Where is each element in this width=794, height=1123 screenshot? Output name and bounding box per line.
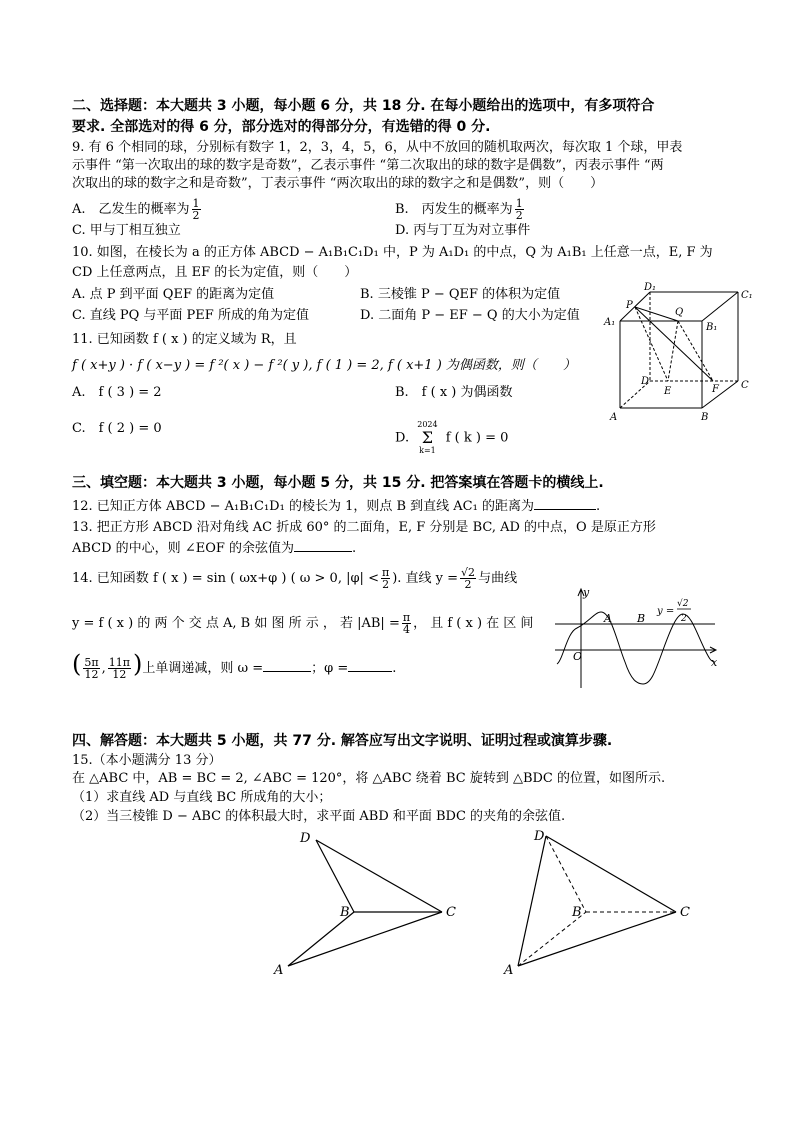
q15-score: 15.（本小题满分 13 分）: [72, 753, 222, 768]
q12-line: [72, 497, 600, 516]
q9-line3: 次取出的球的数字之和是奇数”，丁表示事件 “两次取出的球的数字之和是偶数”，则（ ）: [72, 176, 604, 191]
q9-a-fraction: [192, 198, 201, 221]
q13-line2: [72, 539, 356, 558]
cube-label-d: D: [641, 376, 650, 387]
cube-label-a1: A₁: [604, 317, 616, 328]
q11-d-summation: [417, 420, 437, 456]
q9-option-c: C. 甲与丁相互独立: [72, 223, 181, 238]
tri1-label-c: C: [446, 905, 456, 920]
q14-l3c: ；φ =: [311, 661, 349, 676]
q9-b-frac-num: 1: [515, 197, 523, 210]
q14-l2a: y = f ( x ) 的 两 个 交 点 A, B 如 图 所 示 ， 若 |AB| =: [72, 616, 400, 631]
q9-a-frac-den: 2: [192, 209, 200, 222]
q9-option-d: D. 丙与丁互为对立事件: [395, 223, 531, 238]
q9-option-b-text: B. 丙发生的概率为: [395, 202, 513, 217]
q15-part2: （2）当三棱锥 D − ABC 的体积最大时，求平面 ABD 和平面 BDC 的夹角的余弦值.: [72, 809, 566, 824]
q9-line2: 示事件 “第一次取出的球的数字是奇数”，乙表示事件 “第二次取出的球的数字是偶数”，丙表示事件 “两: [72, 158, 664, 173]
section4-header: 四、解答题：本大题共 5 小题，共 77 分. 解答应写出文字说明、证明过程或演算步骤.: [72, 733, 613, 749]
q9-a-frac-num: 1: [192, 197, 200, 210]
q11-line1: 11. 已知函数 f ( x ) 的定义域为 R，且: [72, 332, 297, 347]
q14-5pi-12: [83, 657, 99, 680]
cube-label-b1: B₁: [706, 322, 718, 333]
q14-phi-blank[interactable]: [348, 659, 392, 672]
wave-label-num: √2: [677, 599, 689, 609]
q12-end: .: [595, 499, 601, 514]
q11-option-c: C. f ( 2 ) = 0: [72, 421, 162, 436]
q14-f4-den: 12: [84, 668, 99, 681]
q10-option-a: A. 点 P 到平面 QEF 的距离为定值: [72, 287, 275, 302]
q14-open-paren: (: [72, 650, 82, 678]
sine-wave-figure: [555, 584, 725, 690]
cube-figure: [598, 278, 762, 426]
q9-line1: 9. 有 6 个相同的球，分别标有数字 1，2，3，4，5，6，从中不放回的随机取两次，每次取 1 个球，甲表: [72, 140, 683, 155]
q14-close-paren: ): [132, 650, 143, 678]
q14-f1-num: π: [381, 566, 390, 579]
cube-label-a: A: [610, 412, 618, 423]
q10-line1: 10. 如图，在棱长为 a 的正方体 ABCD − A₁B₁C₁D₁ 中，P 为 A₁D₁ 的中点，Q 为 A₁B₁ 上任意一点，E, F 为: [72, 245, 713, 260]
cube-label-e: E: [664, 386, 672, 397]
q13-text: ABCD 的中心，则 ∠EOF 的余弦值为: [72, 541, 295, 556]
q14-root2-over-2: [460, 567, 476, 590]
cube-label-c: C: [741, 380, 749, 391]
q15-line1: 在 △ABC 中，AB = BC = 2, ∠ABC = 120°，将 △ABC 绕着 BC 旋转到 △BDC 的位置，如图所示.: [72, 771, 666, 786]
q13-answer-blank[interactable]: [294, 539, 352, 552]
cube-label-d1: D₁: [644, 282, 657, 293]
q13-end: .: [352, 541, 357, 556]
q14-f5-num: 11π: [108, 656, 130, 669]
q14-f2-num: √2: [461, 566, 476, 579]
q9-option-a-text: A. 乙发生的概率为: [72, 202, 190, 217]
q14-f1-den: 2: [382, 578, 390, 591]
q14-11pi-12: [108, 657, 131, 680]
q9-option-b: [395, 198, 526, 221]
q11-d-sum-symbol: Σ: [421, 428, 434, 447]
q11-d-sum-bottom: k=1: [419, 446, 436, 455]
tri2-label-d: D: [534, 829, 545, 844]
section2-header-line2: 要求. 全部选对的得 6 分，部分选对的得部分分，有选错的得 0 分.: [72, 119, 491, 135]
cube-label-c1: C₁: [741, 290, 753, 301]
q9-option-a: [72, 198, 203, 221]
q11-d-sum-top: 2024: [417, 420, 438, 429]
cube-label-q: Q: [675, 307, 684, 318]
q14-l1a: 14. 已知函数 f ( x ) = sin ( ωx+φ ) ( ω > 0, |φ| <: [72, 571, 379, 586]
q14-l3b: 上单调递减，则 ω =: [142, 661, 264, 676]
q14-line3: [72, 649, 396, 684]
wave-label-a: A: [604, 612, 612, 625]
q14-l1b: ). 直线 y =: [392, 571, 459, 586]
wave-label-o: O: [573, 650, 583, 663]
tri2-label-c: C: [680, 905, 690, 920]
wave-label-b: B: [637, 612, 646, 625]
q11-option-d: [395, 420, 508, 456]
q11-option-b: B. f ( x ) 为偶函数: [395, 385, 513, 400]
q14-l2b: ， 且 f ( x ) 在 区 间: [413, 616, 534, 631]
tri1-label-b: B: [340, 905, 350, 920]
section2-header-line1: 二、选择题：本大题共 3 小题，每小题 6 分，共 18 分. 在每小题给出的选项中，有多项符合: [72, 98, 655, 114]
tri2-label-a: A: [504, 963, 514, 976]
q10-line2: CD 上任意两点，且 EF 的长为定值，则（ ）: [72, 265, 358, 280]
q14-comma: ,: [101, 661, 106, 676]
q14-f2-den: 2: [464, 578, 472, 591]
q12-answer-blank[interactable]: [534, 497, 596, 510]
q9-b-fraction: [515, 198, 524, 221]
wave-label-line-eq: y =: [657, 606, 675, 617]
q14-f3-num: π: [402, 611, 411, 624]
triangle-figure-1: [270, 826, 470, 976]
q14-l3d: .: [392, 661, 397, 676]
cube-label-p: P: [626, 300, 633, 311]
q14-l1c: 与曲线: [478, 571, 518, 586]
wave-label-den: 2: [681, 614, 687, 624]
tri1-label-a: A: [274, 963, 284, 976]
q14-f3-den: 4: [402, 623, 410, 636]
q10-option-d: D. 二面角 P − EF − Q 的大小为定值: [360, 308, 580, 323]
q11-d-prefix: D.: [395, 430, 410, 446]
q10-option-c: C. 直线 PQ 与平面 PEF 所成的角为定值: [72, 308, 309, 323]
q11-d-expr: f ( k ) = 0: [445, 430, 509, 446]
q10-option-b: B. 三棱锥 P − QEF 的体积为定值: [360, 287, 561, 302]
q11-line2: f ( x+y ) · f ( x−y ) = f ²( x ) − f ²( y ), f ( 1 ) = 2, f ( x+1 ) 为偶函数，则（ ）: [72, 358, 576, 373]
q12-text: 12. 已知正方体 ABCD − A₁B₁C₁D₁ 的棱长为 1，则点 B 到直线 AC₁ 的距离为: [72, 499, 534, 514]
q14-f5-den: 12: [112, 668, 127, 681]
q11-option-a: A. f ( 3 ) = 2: [72, 385, 162, 400]
wave-label-x: x: [711, 656, 718, 669]
wave-label-y: y: [583, 586, 590, 599]
q9-b-frac-den: 2: [515, 209, 523, 222]
tri1-label-d: D: [300, 831, 311, 846]
q15-part1: （1）求直线 AD 与直线 BC 所成角的大小；: [72, 790, 332, 805]
q13-line1: 13. 把正方形 ABCD 沿对角线 AC 折成 60° 的二面角，E, F 分别是 BC, AD 的中点，O 是原正方形: [72, 520, 656, 535]
q14-omega-blank[interactable]: [263, 659, 311, 672]
q14-pi-over-4: [402, 612, 411, 635]
q14-line1: [72, 566, 517, 592]
tri2-label-b: B: [572, 905, 582, 920]
section3-header: 三、填空题：本大题共 3 小题，每小题 5 分，共 15 分. 把答案填在答题卡的横线上.: [72, 475, 604, 491]
q14-line2: [72, 611, 533, 637]
triangle-figure-2: [500, 826, 700, 976]
cube-label-f: F: [712, 384, 719, 395]
cube-label-b: B: [701, 412, 709, 423]
q14-pi-over-2: [381, 567, 390, 590]
q14-f4-num: 5π: [84, 656, 99, 669]
